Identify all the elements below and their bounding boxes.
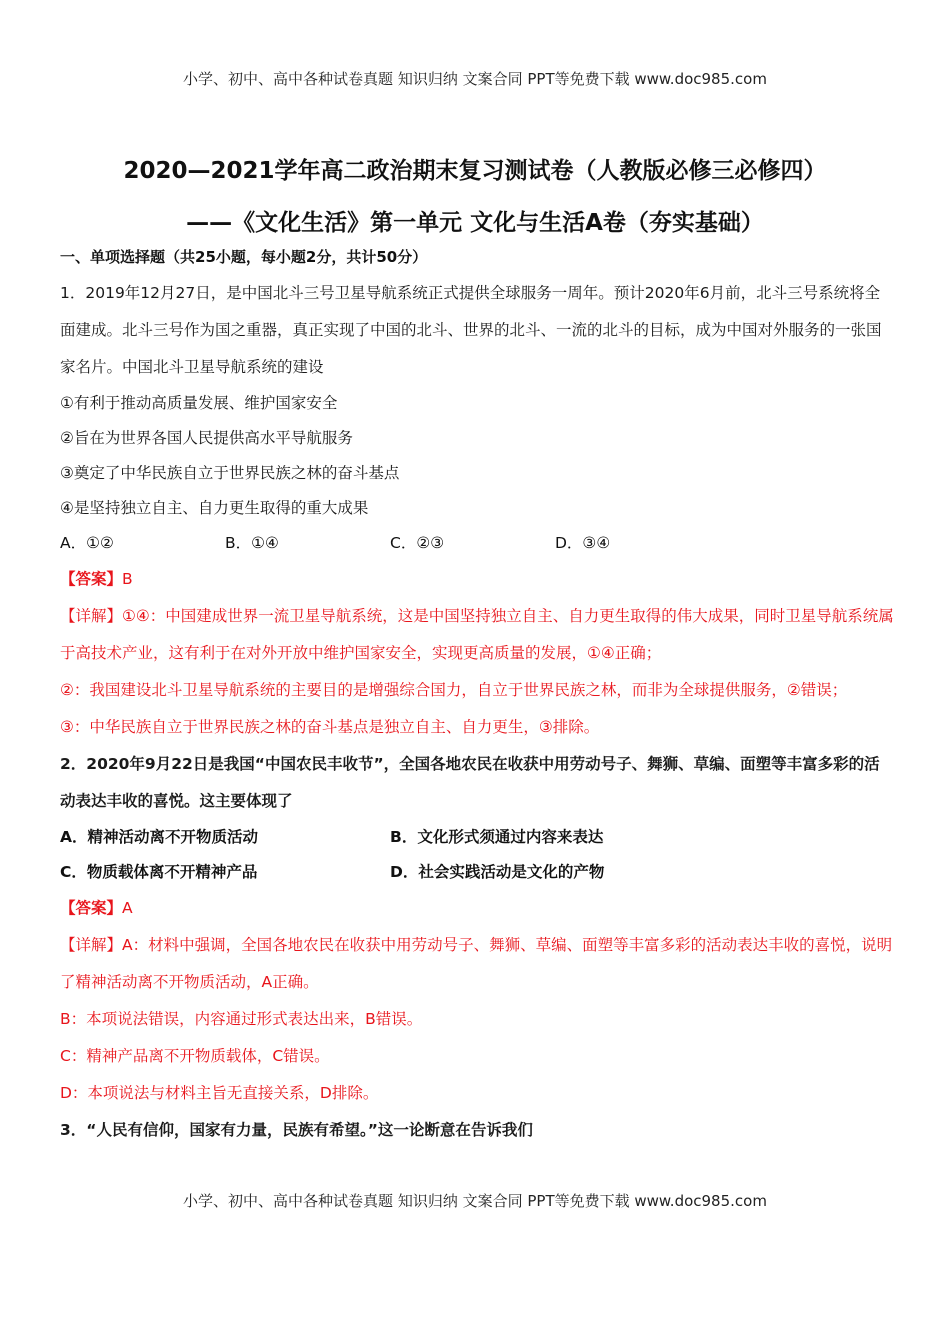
q1-answer-value: B — [122, 570, 133, 588]
page-footer: 小学、初中、高中各种试卷真题 知识归纳 文案合同 PPT等免费下载 www.doc985.com — [183, 1192, 767, 1210]
questions-body — [60, 275, 895, 1149]
title-line-2: ——《文化生活》第一单元 文化与生活A卷（夯实基础） — [186, 210, 764, 236]
q1-answer-label: 【答案】 — [60, 570, 123, 588]
q1-explain-3: ③：中华民族自立于世界民族之林的奋斗基点是独立自主、自力更生，③排除。 — [60, 718, 600, 736]
q1-options — [60, 526, 895, 561]
q1-stem: 1．2019年12月27日，是中国北斗三号卫星导航系统正式提供全球服务一周年。预计2020年6月前，北斗三号系统将全面建成。北斗三号作为国之重器，真正实现了中国的北斗、世界的北斗、一流的北斗的目标，成为中国对外服务的一张国家名片。中国北斗卫星导航系统的建设 — [60, 284, 882, 376]
q2-option-b: B．文化形式须通过内容来表达 — [390, 828, 604, 846]
q2-option-c: C．物质载体离不开精神产品 — [60, 863, 258, 881]
q2-answer-label: 【答案】 — [60, 899, 123, 917]
q1-option-d: D．③④ — [555, 534, 611, 552]
q1-option-c: C．②③ — [390, 534, 445, 552]
q1-item-4: ④是坚持独立自主、自力更生取得的重大成果 — [60, 499, 369, 517]
page-header: 小学、初中、高中各种试卷真题 知识归纳 文案合同 PPT等免费下载 www.doc985.com — [183, 70, 767, 88]
q2-explain-3: C：精神产品离不开物质载体，C错误。 — [60, 1047, 330, 1065]
q2-explain-4: D：本项说法与材料主旨无直接关系，D排除。 — [60, 1084, 379, 1102]
title-line-1: 2020—2021学年高二政治期末复习测试卷（人教版必修三必修四） — [123, 158, 827, 184]
section-heading: 一、单项选择题（共25小题，每小题2分，共计50分） — [60, 248, 428, 266]
q2-explain-1: 【详解】A：材料中强调，全国各地农民在收获中用劳动号子、舞狮、草编、面塑等丰富多彩的活动表达丰收的喜悦，说明了精神活动离不开物质活动，A正确。 — [60, 936, 893, 991]
q1-explain-2: ②：我国建设北斗卫星导航系统的主要目的是增强综合国力，自立于世界民族之林，而非为全球提供服务，②错误； — [60, 681, 848, 699]
q2-stem: 2．2020年9月22日是我国“中国农民丰收节”，全国各地农民在收获中用劳动号子、舞狮、草编、面塑等丰富多彩的活动表达丰收的喜悦。这主要体现了 — [60, 755, 880, 810]
q2-answer-value: A — [122, 899, 133, 917]
q1-item-2: ②旨在为世界各国人民提供高水平导航服务 — [60, 429, 353, 447]
q2-option-d: D．社会实践活动是文化的产物 — [390, 863, 605, 881]
q3-stem: 3．“人民有信仰，国家有力量，民族有希望。”这一论断意在告诉我们 — [60, 1121, 533, 1139]
q1-explain-1: 【详解】①④：中国建成世界一流卫星导航系统，这是中国坚持独立自主、自力更生取得的伟大成果，同时卫星导航系统属于高技术产业，这有利于在对外开放中维护国家安全，实现更高质量的发展，①④正确； — [60, 607, 894, 662]
q1-item-3: ③奠定了中华民族自立于世界民族之林的奋斗基点 — [60, 464, 400, 482]
q1-answer — [60, 561, 895, 598]
q1-item-1: ①有利于推动高质量发展、维护国家安全 — [60, 394, 338, 412]
q2-option-a: A．精神活动离不开物质活动 — [60, 828, 258, 846]
q2-explain-2: B：本项说法错误，内容通过形式表达出来，B错误。 — [60, 1010, 423, 1028]
q1-option-b: B．①④ — [225, 534, 279, 552]
q2-options-row-2 — [60, 855, 895, 890]
q1-option-a: A．①② — [60, 534, 114, 552]
q2-answer — [60, 890, 895, 927]
q2-options-row-1 — [60, 820, 895, 855]
